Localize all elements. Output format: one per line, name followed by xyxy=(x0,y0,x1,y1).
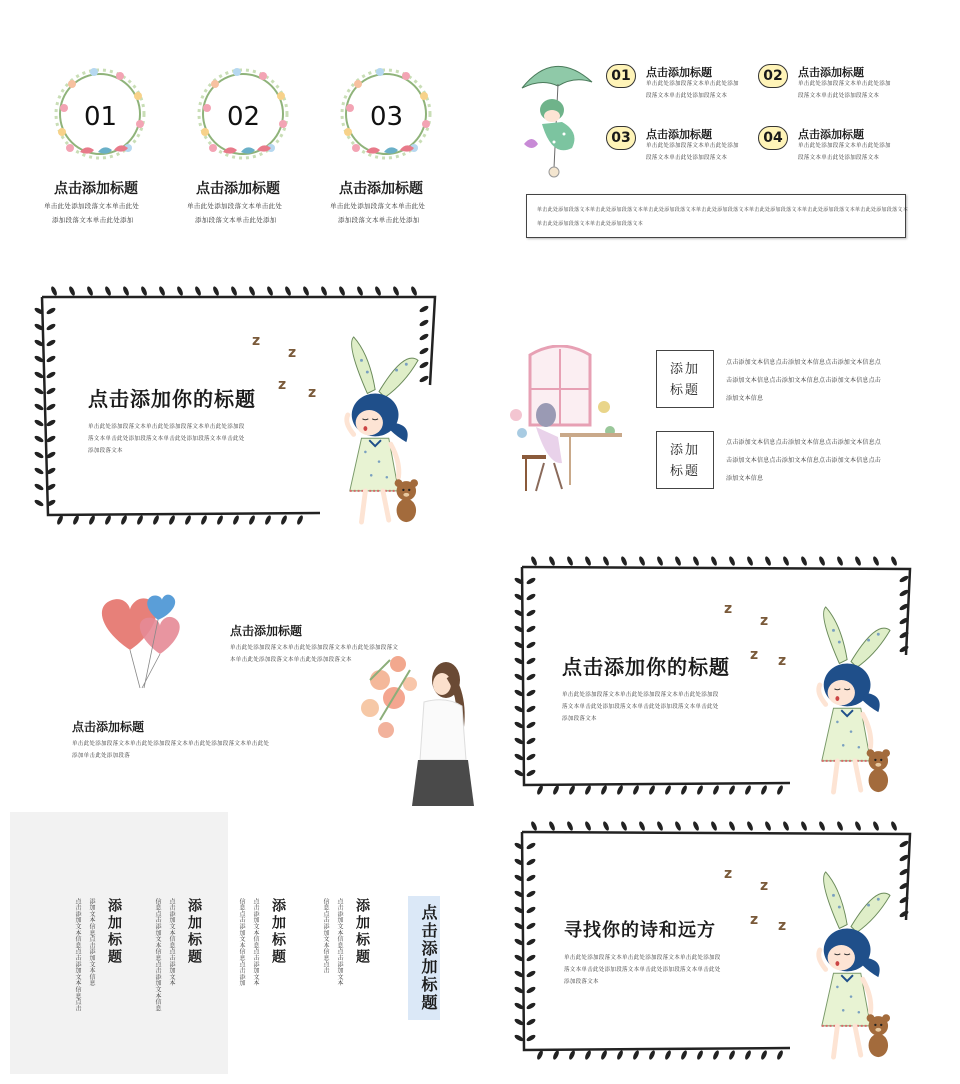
wreath-number: 02 xyxy=(227,102,261,132)
column-text[interactable]: 点击添加文本信息点击添加文本 xyxy=(252,898,259,987)
info-text[interactable]: 添加文本信息 xyxy=(726,475,764,482)
sleepy-girl-icon xyxy=(802,605,902,795)
body-text[interactable]: 落文本单击此处添加段落文本单击此处添加段落文本单击此处 xyxy=(88,436,245,442)
body-text[interactable]: 添加段落文本 xyxy=(562,716,597,722)
sleep-z: z xyxy=(278,377,287,393)
sleep-z: z xyxy=(252,333,261,349)
item-title[interactable]: 点击添加标题 xyxy=(72,720,145,734)
column-text[interactable]: 点击添加文本信息点击添加文本 xyxy=(336,898,343,987)
slide-title[interactable]: 点击添加你的标题 xyxy=(562,655,730,679)
sleep-z: z xyxy=(760,878,769,894)
item-text[interactable]: 单击此处添加段落文本单击此处添加 xyxy=(646,143,739,149)
item-title[interactable]: 点击添加标题 xyxy=(646,128,712,141)
column-label[interactable]: 添加标题 xyxy=(270,898,286,966)
label-text: 标题 xyxy=(669,464,700,479)
info-text[interactable]: 击添加文本信息点击添加文本信息点击添加文本信息点击 xyxy=(726,377,882,384)
item-text[interactable]: 单击此处添加段落文本单击此处添加段落文本单击此处添加段落文本单击此处 xyxy=(72,741,270,747)
label-box[interactable] xyxy=(656,431,714,489)
box-text: 单击此处添加段落文本单击此处添加段落文本单击此处添加段落文本单击此处添加段落文本单击此处添加段落文本单击此处添加段落文本单击此处添加段落文本 xyxy=(537,207,909,213)
body-text[interactable]: 落文本单击此处添加段落文本单击此处添加段落文本单击此处 xyxy=(562,704,719,710)
label-text: 添加 xyxy=(669,362,700,377)
column-text[interactable]: 点击添加文本信息点击添加文本 xyxy=(168,898,175,987)
item-text[interactable]: 添加段落文本单击此处添加 xyxy=(338,216,420,224)
sleep-z: z xyxy=(750,647,759,663)
body-text[interactable]: 单击此处添加段落文本单击此处添加段落文本单击此处添加段 xyxy=(564,955,721,961)
slide-title[interactable]: 寻找你的诗和远方 xyxy=(564,920,716,941)
item-title[interactable]: 点击添加标题 xyxy=(196,181,280,197)
sleep-z: z xyxy=(778,653,787,669)
slide-vertical-columns xyxy=(10,812,460,1074)
sleep-z: z xyxy=(308,385,317,401)
sleep-z: z xyxy=(778,918,787,934)
sleep-z: z xyxy=(724,866,733,882)
item-title[interactable]: 点击添加标题 xyxy=(798,66,864,79)
umbrella-character-icon xyxy=(514,58,604,178)
column-text[interactable]: 信息点击添加文本信息点击添加文本信息 xyxy=(154,898,161,1012)
slide-balloons xyxy=(30,560,480,810)
sleep-z: z xyxy=(760,613,769,629)
item-title[interactable]: 点击添加标题 xyxy=(230,624,303,638)
window-girl-icon xyxy=(500,345,630,495)
label-box[interactable] xyxy=(656,350,714,408)
body-text[interactable]: 落文本单击此处添加段落文本单击此处添加段落文本单击此处 xyxy=(564,967,721,973)
column-text[interactable]: 信息点击添加文本信息点击 xyxy=(322,898,329,974)
column-label[interactable]: 添加标题 xyxy=(106,898,122,966)
column-text[interactable]: 点击添加文本信息点击添加文本信息点击 xyxy=(74,898,81,1012)
item-text[interactable]: 添加单击此处添加段落 xyxy=(72,753,131,759)
flower-girl-icon xyxy=(350,640,480,810)
number-bubble: 01 xyxy=(606,64,636,88)
body-text[interactable]: 单击此处添加段落文本单击此处添加段落文本单击此处添加段 xyxy=(562,692,719,698)
item-text[interactable]: 段落文本单击此处添加段落文本 xyxy=(798,155,880,161)
number-bubble: 03 xyxy=(606,126,636,150)
info-text[interactable]: 添加文本信息 xyxy=(726,395,764,402)
item-text[interactable]: 单击此处添加段落文本单击此处添加 xyxy=(798,143,891,149)
sleepy-girl-icon xyxy=(802,870,902,1060)
item-text[interactable]: 添加段落文本单击此处添加 xyxy=(195,216,277,224)
item-title[interactable]: 点击添加标题 xyxy=(646,66,712,79)
info-text[interactable]: 点击添加文本信息点击添加文本信息点击添加文本信息点 xyxy=(726,439,882,446)
number-bubble: 04 xyxy=(758,126,788,150)
body-text[interactable]: 单击此处添加段落文本单击此处添加段落文本单击此处添加段 xyxy=(88,424,245,430)
label-text: 标题 xyxy=(669,383,700,398)
label-text: 添加 xyxy=(669,443,700,458)
sleep-z: z xyxy=(750,912,759,928)
wreath-number: 03 xyxy=(370,102,404,132)
item-text[interactable]: 添加段落文本单击此处添加 xyxy=(52,216,134,224)
body-text[interactable]: 添加段落文本 xyxy=(88,448,123,454)
body-text[interactable]: 添加段落文本 xyxy=(564,979,599,985)
info-text[interactable]: 击添加文本信息点击添加文本信息点击添加文本信息点击 xyxy=(726,457,882,464)
item-text[interactable]: 单击此处添加段落文本单击此处 xyxy=(44,202,140,210)
item-title[interactable]: 点击添加标题 xyxy=(54,181,138,197)
sleepy-girl-icon xyxy=(330,335,430,525)
column-label[interactable]: 添加标题 xyxy=(354,898,370,966)
column-label[interactable]: 添加标题 xyxy=(186,898,202,966)
item-title[interactable]: 点击添加标题 xyxy=(339,181,423,197)
column-text[interactable]: 信息点击添加文本信息点击添加 xyxy=(238,898,245,987)
item-text[interactable]: 段落文本单击此处添加段落文本 xyxy=(646,93,728,99)
wreath-number: 01 xyxy=(84,102,118,132)
slide-wreaths xyxy=(10,40,460,260)
column-text[interactable]: 添加文本信息点击添加文本信息 xyxy=(88,898,95,987)
item-text[interactable]: 单击此处添加段落文本单击此处添加 xyxy=(646,81,739,87)
slide-title[interactable]: 点击添加你的标题 xyxy=(88,387,256,411)
item-text[interactable]: 段落文本单击此处添加段落文本 xyxy=(798,93,880,99)
box-text: 单击此处添加段落文本单击此处添加段落文本 xyxy=(537,221,644,227)
text-box[interactable] xyxy=(526,194,909,238)
sleep-z: z xyxy=(724,601,733,617)
slide-four-items xyxy=(500,40,950,260)
slide-vine-title-2 xyxy=(510,555,930,805)
heart-balloons-icon xyxy=(90,580,210,700)
sleep-z: z xyxy=(288,345,297,361)
slide-vine-title xyxy=(30,285,450,535)
item-text[interactable]: 本单击此处添加段落文本单击此处添加段落文本 xyxy=(230,657,352,663)
item-text[interactable]: 单击此处添加段落文本单击此处 xyxy=(330,202,426,210)
item-text[interactable]: 段落文本单击此处添加段落文本 xyxy=(646,155,728,161)
item-text[interactable]: 单击此处添加段落文本单击此处 xyxy=(187,202,283,210)
slide-window-girl xyxy=(500,285,950,535)
item-text[interactable]: 单击此处添加段落文本单击此处添加段落文本单击此处添加段落文 xyxy=(230,645,399,651)
number-bubble: 02 xyxy=(758,64,788,88)
slide-poem-title xyxy=(510,820,930,1070)
side-title[interactable]: 点击添加标题 xyxy=(408,896,440,1020)
item-text[interactable]: 单击此处添加段落文本单击此处添加 xyxy=(798,81,891,87)
info-text[interactable]: 点击添加文本信息点击添加文本信息点击添加文本信息点 xyxy=(726,359,882,366)
item-title[interactable]: 点击添加标题 xyxy=(798,128,864,141)
